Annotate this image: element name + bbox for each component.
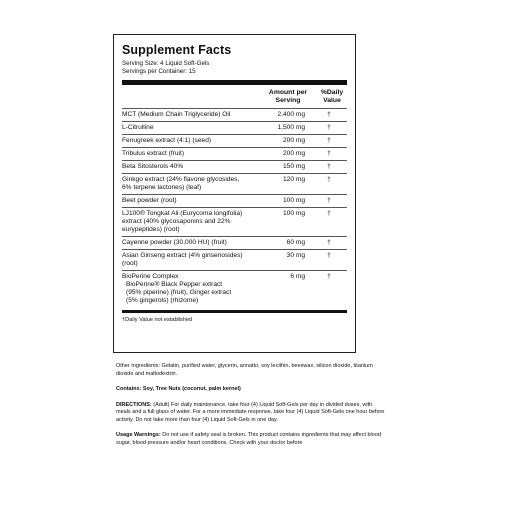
ingredient-dv: †	[327, 150, 331, 157]
ingredient-amount: 120 mg	[283, 176, 305, 183]
ingredient-dv: †	[327, 239, 331, 246]
ingredient-name: MCT (Medium Chain Triglyceride) Oil	[122, 111, 231, 118]
bottom-divider	[122, 310, 347, 313]
ingredient-amount: 150 mg	[283, 163, 305, 170]
ingredient-dv: †	[327, 252, 331, 259]
ingredient-row-bioperine	[122, 270, 347, 310]
daily-value-footnote: †Daily Value not established	[122, 317, 193, 323]
warnings-paragraph	[116, 432, 386, 447]
other-ingredients: Other Ingredients: Gelatin, purified water, glycerin, annatto, soy lecithin, beeswax, silicon dioxide, titanium dioxide and maltodextrin.	[116, 363, 373, 377]
ingredient-row	[122, 207, 347, 236]
bioperine-sub-line: (95% piperine) (fruit), Ginger extract	[126, 289, 232, 296]
ingredient-row	[122, 160, 347, 173]
ingredient-amount: 1,500 mg	[277, 124, 305, 131]
directions-text: (Adult) For daily maintenance, take four (4) Liquid Soft-Gels per day in divided doses, with meals and a full glass of water. For a more immediate response, take four (4) Liquid Soft-Gels one hour before activity. Do not take more than four (4) Liquid Soft-Gels in one day.	[116, 401, 385, 423]
serving-size: Serving Size: 4 Liquid Soft-Gels	[122, 60, 210, 67]
daily-value-header	[317, 89, 347, 105]
label-details	[116, 363, 386, 455]
ingredient-row	[122, 249, 347, 270]
ingredient-row	[122, 108, 347, 121]
ingredient-amount: 30 mg	[286, 252, 305, 259]
ingredient-name: LJ100® Tongkat Ali (Eurycoma longifolia) extract (40% glycosaponins and 22% eurypeptides) (root)	[122, 210, 243, 233]
warnings-label: Usage Warnings:	[116, 432, 161, 438]
ingredient-rows	[122, 108, 347, 310]
column-header-row	[122, 85, 347, 108]
ingredient-name: Beet powder (root)	[122, 197, 177, 204]
ingredient-name: Cayenne powder (30,000 HU) (fruit)	[122, 239, 227, 246]
ingredient-dv: †	[327, 111, 331, 118]
ingredient-row	[122, 173, 347, 194]
amount-header-line2: Serving	[275, 97, 301, 104]
ingredient-name: L-Citrulline	[122, 124, 154, 131]
ingredient-dv: †	[327, 176, 331, 183]
bioperine-block	[122, 273, 253, 305]
ingredient-dv: †	[327, 137, 331, 144]
ingredient-dv: †	[327, 210, 331, 217]
warnings-text: Do not use if safety seal is broken. This product contains ingredients that may affect blood sugar, blood pressure and/or heart conditions. Check with your doctor before	[116, 432, 381, 446]
ingredient-dv: †	[327, 197, 331, 204]
amount-per-serving-header	[259, 89, 317, 105]
directions-paragraph	[116, 402, 386, 425]
bioperine-sub-line: BioPerine® Black Pepper extract	[126, 281, 223, 288]
bioperine-sub-line: (5% gingerols) (rhizome)	[126, 297, 199, 304]
ingredient-name: Tribulus extract (fruit)	[122, 150, 185, 157]
ingredient-amount: 100 mg	[283, 197, 305, 204]
ingredient-row	[122, 147, 347, 160]
facts-title: Supplement Facts	[122, 43, 232, 57]
dv-header-line1: %Daily	[320, 89, 344, 96]
ingredient-row	[122, 194, 347, 207]
ingredient-row	[122, 236, 347, 249]
ingredient-amount: 60 mg	[286, 239, 305, 246]
supplement-facts-panel	[113, 34, 356, 353]
bioperine-name: BioPerine Complex	[122, 273, 179, 280]
ingredient-dv: †	[327, 163, 331, 170]
ingredient-dv: †	[327, 124, 331, 131]
ingredient-amount: 100 mg	[283, 210, 305, 217]
ingredient-amount: 2,400 mg	[277, 111, 305, 118]
dv-header-line2: Value	[323, 97, 341, 104]
header-spacer	[122, 89, 259, 105]
allergen-contains: Contains: Soy, Tree Nuts (coconut, palm kernel)	[116, 386, 241, 392]
amount-header-line1: Amount per	[268, 89, 308, 96]
ingredient-row	[122, 134, 347, 147]
bioperine-dv: †	[327, 273, 331, 280]
ingredient-row	[122, 121, 347, 134]
ingredient-name: Beta Sitosterols 40%	[122, 163, 184, 170]
ingredient-name: Fenugreek extract (4:1) (seed)	[122, 137, 212, 144]
directions-label: DIRECTIONS:	[116, 401, 152, 408]
ingredient-name: Ginkgo extract (24% flavone glycosides, 6% terpene lactones) (leaf)	[122, 176, 240, 191]
ingredient-amount: 200 mg	[283, 137, 305, 144]
ingredient-amount: 200 mg	[283, 150, 305, 157]
servings-per-container: Servings per Container: 15	[122, 68, 196, 75]
ingredient-name: Asian Ginseng extract (4% ginsenosides) (root)	[122, 252, 243, 267]
bioperine-amount: 6 mg	[290, 273, 305, 280]
